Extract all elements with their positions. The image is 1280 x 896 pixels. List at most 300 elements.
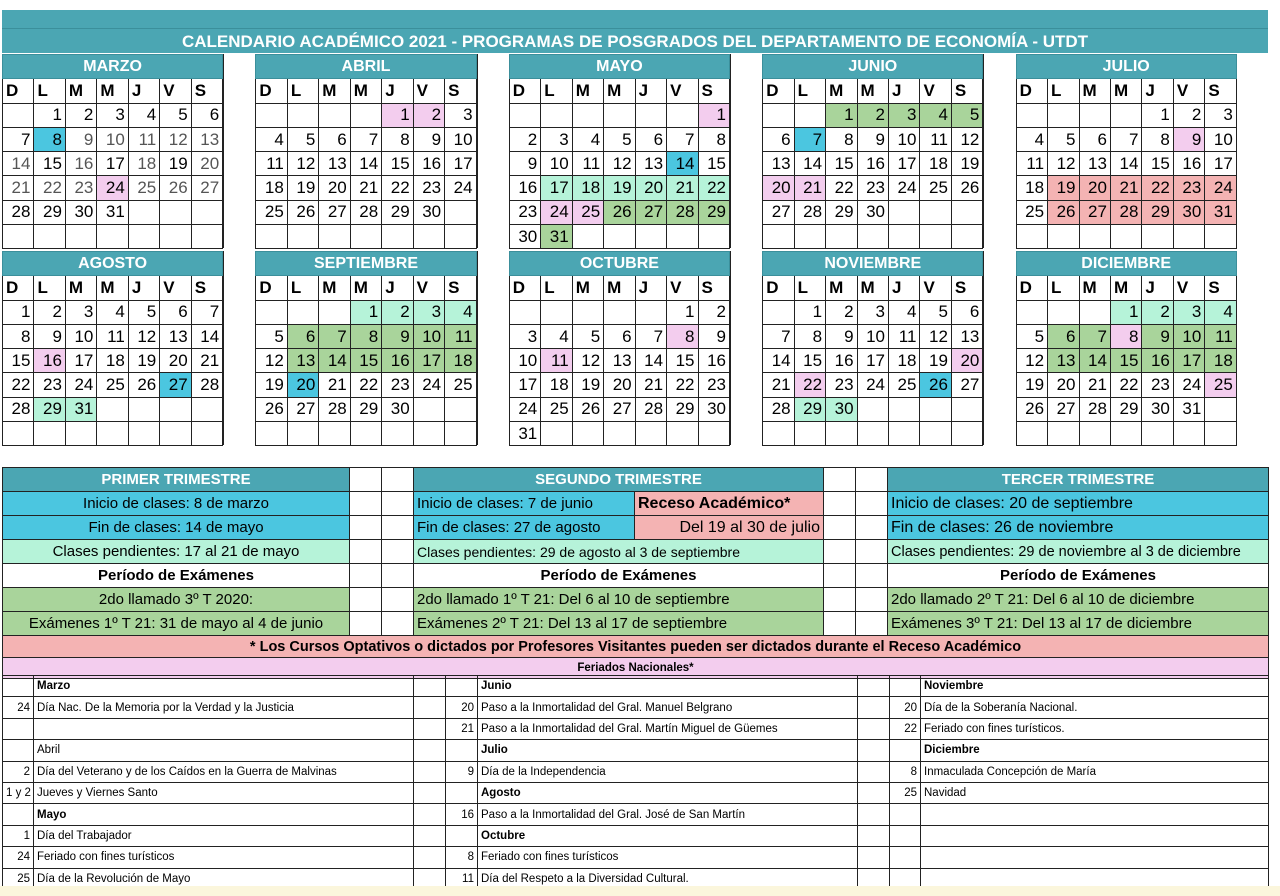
day-cell: 6 bbox=[319, 127, 350, 151]
day-cell: 6 bbox=[191, 103, 222, 127]
weekday-header: L bbox=[794, 79, 825, 103]
day-cell: 28 bbox=[794, 200, 825, 224]
holidays-table bbox=[2, 675, 1268, 890]
weekday-header: D bbox=[763, 276, 794, 300]
day-cell: 13 bbox=[635, 152, 666, 176]
day-cell bbox=[287, 225, 318, 249]
day-cell bbox=[1048, 422, 1079, 446]
weekday-header: L bbox=[1048, 79, 1079, 103]
day-cell bbox=[256, 300, 287, 324]
day-cell: 14 bbox=[1079, 349, 1110, 373]
receso-dates: Del 19 al 30 de julio bbox=[635, 516, 824, 540]
holiday-day: 24 bbox=[3, 847, 34, 868]
blank-cell bbox=[414, 825, 446, 846]
day-cell bbox=[667, 103, 698, 127]
holiday-day bbox=[446, 782, 478, 803]
day-cell bbox=[635, 103, 666, 127]
weekday-header: M bbox=[97, 79, 128, 103]
day-cell: 25 bbox=[920, 176, 951, 200]
day-cell: 21 bbox=[763, 373, 794, 397]
day-cell: 21 bbox=[350, 176, 381, 200]
weekday-header: S bbox=[951, 79, 982, 103]
weekday-header: M bbox=[350, 276, 381, 300]
day-cell: 20 bbox=[635, 176, 666, 200]
weekday-header: D bbox=[763, 79, 794, 103]
day-cell: 10 bbox=[445, 127, 476, 151]
day-cell: 13 bbox=[319, 152, 350, 176]
month-name: OCTUBRE bbox=[509, 252, 729, 276]
day-cell: 17 bbox=[97, 152, 128, 176]
day-cell: 4 bbox=[920, 103, 951, 127]
blank-cell bbox=[858, 740, 890, 761]
day-cell: 26 bbox=[572, 397, 603, 421]
day-cell bbox=[509, 103, 540, 127]
primer-llamado: 2do llamado 3º T 2020: bbox=[3, 588, 350, 612]
day-cell bbox=[604, 103, 635, 127]
day-cell: 11 bbox=[256, 152, 287, 176]
weekday-header: M bbox=[1079, 79, 1110, 103]
weekday-header: V bbox=[667, 276, 698, 300]
holiday-day: 11 bbox=[446, 868, 478, 889]
weekday-header: V bbox=[920, 79, 951, 103]
day-cell: 26 bbox=[160, 176, 191, 200]
holiday-name: Navidad bbox=[921, 782, 1269, 803]
month-name: MARZO bbox=[3, 55, 223, 79]
weekday-header: S bbox=[1205, 276, 1236, 300]
day-cell: 29 bbox=[698, 200, 729, 224]
day-cell: 30 bbox=[382, 397, 413, 421]
day-cell: 2 bbox=[826, 300, 857, 324]
day-cell: 13 bbox=[1079, 152, 1110, 176]
day-cell: 28 bbox=[763, 397, 794, 421]
weekday-header: J bbox=[1142, 276, 1173, 300]
day-cell: 7 bbox=[667, 127, 698, 151]
day-cell: 3 bbox=[1173, 300, 1204, 324]
day-cell: 8 bbox=[1110, 324, 1141, 348]
weekday-header: M bbox=[826, 79, 857, 103]
day-cell: 7 bbox=[763, 324, 794, 348]
day-cell bbox=[1079, 422, 1110, 446]
day-cell bbox=[1016, 103, 1047, 127]
day-cell: 8 bbox=[667, 324, 698, 348]
holiday-name: Inmaculada Concepción de María bbox=[921, 761, 1269, 782]
day-cell: 8 bbox=[794, 324, 825, 348]
day-cell: 9 bbox=[857, 127, 888, 151]
day-cell: 5 bbox=[160, 103, 191, 127]
day-cell: 25 bbox=[256, 200, 287, 224]
day-cell: 7 bbox=[1079, 324, 1110, 348]
weekday-header: L bbox=[1048, 276, 1079, 300]
holiday-name: Día Nac. De la Memoria por la Verdad y la Justicia bbox=[34, 697, 414, 718]
blank-cell bbox=[858, 761, 890, 782]
blank-cell bbox=[414, 847, 446, 868]
day-cell: 9 bbox=[826, 324, 857, 348]
day-cell: 7 bbox=[635, 324, 666, 348]
blank-cell bbox=[414, 718, 446, 739]
segundo-fin: Fin de clases: 27 de agosto bbox=[414, 516, 635, 540]
day-cell: 22 bbox=[350, 373, 381, 397]
day-cell: 11 bbox=[1205, 324, 1236, 348]
day-cell: 10 bbox=[509, 349, 540, 373]
weekday-header: M bbox=[572, 79, 603, 103]
holiday-day bbox=[446, 740, 478, 761]
day-cell: 27 bbox=[763, 200, 794, 224]
holiday-day bbox=[890, 676, 921, 697]
day-cell: 15 bbox=[667, 349, 698, 373]
day-cell bbox=[889, 397, 920, 421]
day-cell: 4 bbox=[256, 127, 287, 151]
month-mayo bbox=[509, 54, 730, 249]
day-cell: 15 bbox=[1142, 152, 1173, 176]
day-cell: 3 bbox=[857, 300, 888, 324]
day-cell: 20 bbox=[287, 373, 318, 397]
day-cell: 9 bbox=[1173, 127, 1204, 151]
day-cell: 28 bbox=[1079, 397, 1110, 421]
day-cell bbox=[1110, 225, 1141, 249]
segundo-trimestre-title: SEGUNDO TRIMESTRE bbox=[414, 468, 824, 492]
weekday-header: M bbox=[1079, 276, 1110, 300]
primer-trimestre-title: PRIMER TRIMESTRE bbox=[3, 468, 350, 492]
month-separator bbox=[730, 251, 762, 445]
month-name: ABRIL bbox=[256, 55, 476, 79]
day-cell: 3 bbox=[509, 324, 540, 348]
day-cell bbox=[191, 200, 222, 224]
day-cell: 13 bbox=[160, 324, 191, 348]
weekday-header: V bbox=[1173, 276, 1204, 300]
month-junio bbox=[762, 54, 983, 249]
segundo-examenes: Exámenes 2º T 21: Del 13 al 17 de septiembre bbox=[414, 612, 824, 636]
month-diciembre bbox=[1016, 251, 1237, 446]
month-separator bbox=[477, 54, 509, 248]
day-cell: 4 bbox=[97, 300, 128, 324]
day-cell bbox=[3, 225, 34, 249]
month-marzo bbox=[2, 54, 223, 249]
day-cell bbox=[256, 422, 287, 446]
day-cell: 3 bbox=[97, 103, 128, 127]
day-cell bbox=[128, 397, 159, 421]
month-name: DICIEMBRE bbox=[1016, 252, 1236, 276]
day-cell: 6 bbox=[604, 324, 635, 348]
day-cell: 30 bbox=[65, 200, 96, 224]
blank-cell bbox=[414, 740, 446, 761]
holiday-name: Feriado con fines turísticos bbox=[34, 847, 414, 868]
day-cell bbox=[794, 225, 825, 249]
day-cell bbox=[889, 225, 920, 249]
day-cell bbox=[572, 225, 603, 249]
tercer-inicio: Inicio de clases: 20 de septiembre bbox=[888, 492, 1269, 516]
weekday-header: V bbox=[920, 276, 951, 300]
day-cell: 17 bbox=[509, 373, 540, 397]
day-cell: 28 bbox=[350, 200, 381, 224]
weekday-header: M bbox=[319, 276, 350, 300]
holiday-day bbox=[446, 825, 478, 846]
day-cell: 11 bbox=[920, 127, 951, 151]
receso-note: * Los Cursos Optativos o dictados por Profesores Visitantes pueden ser dictados durante el Receso Académico bbox=[3, 636, 1269, 658]
weekday-header: J bbox=[382, 79, 413, 103]
holiday-name: Día del Trabajador bbox=[34, 825, 414, 846]
day-cell: 21 bbox=[1110, 176, 1141, 200]
day-cell bbox=[920, 397, 951, 421]
holiday-day: 9 bbox=[446, 761, 478, 782]
month-separator bbox=[983, 251, 1015, 445]
day-cell: 14 bbox=[319, 349, 350, 373]
day-cell: 14 bbox=[350, 152, 381, 176]
day-cell: 29 bbox=[1142, 200, 1173, 224]
tercer-trimestre-title: TERCER TRIMESTRE bbox=[888, 468, 1269, 492]
day-cell bbox=[413, 225, 444, 249]
day-cell: 2 bbox=[65, 103, 96, 127]
day-cell: 14 bbox=[794, 152, 825, 176]
day-cell: 22 bbox=[1142, 176, 1173, 200]
day-cell: 12 bbox=[1016, 349, 1047, 373]
day-cell: 26 bbox=[256, 397, 287, 421]
day-cell bbox=[319, 422, 350, 446]
day-cell: 9 bbox=[382, 324, 413, 348]
day-cell: 17 bbox=[857, 349, 888, 373]
day-cell: 29 bbox=[382, 200, 413, 224]
holiday-day: 25 bbox=[3, 868, 34, 889]
day-cell: 24 bbox=[857, 373, 888, 397]
day-cell: 16 bbox=[34, 349, 65, 373]
day-cell bbox=[160, 200, 191, 224]
day-cell: 19 bbox=[951, 152, 982, 176]
holiday-day bbox=[3, 676, 34, 697]
day-cell: 24 bbox=[1173, 373, 1204, 397]
day-cell bbox=[667, 422, 698, 446]
holiday-day: 16 bbox=[446, 804, 478, 825]
weekday-header: S bbox=[698, 276, 729, 300]
day-cell bbox=[128, 200, 159, 224]
holiday-day: 2 bbox=[3, 761, 34, 782]
day-cell bbox=[857, 422, 888, 446]
tercer-examenes-title: Período de Exámenes bbox=[888, 564, 1269, 588]
day-cell: 23 bbox=[857, 176, 888, 200]
day-cell: 1 bbox=[1142, 103, 1173, 127]
day-cell: 27 bbox=[604, 397, 635, 421]
day-cell: 27 bbox=[191, 176, 222, 200]
day-cell bbox=[889, 422, 920, 446]
day-cell: 24 bbox=[97, 176, 128, 200]
day-cell: 17 bbox=[65, 349, 96, 373]
weekday-header: S bbox=[951, 276, 982, 300]
day-cell: 15 bbox=[34, 152, 65, 176]
day-cell bbox=[287, 103, 318, 127]
day-cell: 20 bbox=[763, 176, 794, 200]
day-cell: 16 bbox=[1142, 349, 1173, 373]
day-cell bbox=[65, 225, 96, 249]
primer-fin: Fin de clases: 14 de mayo bbox=[3, 516, 350, 540]
day-cell: 4 bbox=[128, 103, 159, 127]
day-cell: 23 bbox=[1173, 176, 1204, 200]
day-cell: 18 bbox=[97, 349, 128, 373]
weekday-header: V bbox=[413, 79, 444, 103]
holiday-day bbox=[890, 804, 921, 825]
weekday-header: S bbox=[191, 276, 222, 300]
day-cell: 22 bbox=[667, 373, 698, 397]
day-cell: 30 bbox=[698, 397, 729, 421]
day-cell bbox=[34, 422, 65, 446]
weekday-header: S bbox=[1205, 79, 1236, 103]
day-cell: 14 bbox=[763, 349, 794, 373]
day-cell bbox=[160, 422, 191, 446]
month-agosto bbox=[2, 251, 223, 446]
day-cell bbox=[541, 300, 572, 324]
day-cell bbox=[920, 422, 951, 446]
day-cell: 23 bbox=[826, 373, 857, 397]
day-cell: 26 bbox=[951, 176, 982, 200]
primer-pendientes: Clases pendientes: 17 al 21 de mayo bbox=[3, 540, 350, 564]
day-cell: 25 bbox=[572, 200, 603, 224]
day-cell bbox=[256, 103, 287, 127]
day-cell: 24 bbox=[413, 373, 444, 397]
day-cell: 25 bbox=[1205, 373, 1236, 397]
day-cell: 2 bbox=[382, 300, 413, 324]
day-cell bbox=[889, 200, 920, 224]
day-cell bbox=[541, 103, 572, 127]
feriados-title: Feriados Nacionales* bbox=[3, 658, 1269, 679]
day-cell bbox=[1110, 422, 1141, 446]
day-cell: 8 bbox=[350, 324, 381, 348]
holiday-name: Junio bbox=[478, 676, 858, 697]
day-cell: 15 bbox=[1110, 349, 1141, 373]
day-cell: 15 bbox=[794, 349, 825, 373]
day-cell: 26 bbox=[604, 200, 635, 224]
holiday-day: 8 bbox=[890, 761, 921, 782]
day-cell: 31 bbox=[509, 422, 540, 446]
tercer-fin: Fin de clases: 26 de noviembre bbox=[888, 516, 1269, 540]
day-cell bbox=[826, 422, 857, 446]
weekday-header: M bbox=[604, 79, 635, 103]
blank-cell bbox=[858, 847, 890, 868]
day-cell: 30 bbox=[509, 225, 540, 249]
day-cell: 3 bbox=[889, 103, 920, 127]
day-cell: 7 bbox=[191, 300, 222, 324]
day-cell bbox=[1142, 422, 1173, 446]
day-cell bbox=[794, 422, 825, 446]
weekday-header: L bbox=[541, 79, 572, 103]
day-cell: 16 bbox=[65, 152, 96, 176]
weekday-header: J bbox=[889, 276, 920, 300]
holiday-day bbox=[3, 718, 34, 739]
primer-examenes: Exámenes 1º T 21: 31 de mayo al 4 de junio bbox=[3, 612, 350, 636]
month-name: AGOSTO bbox=[3, 252, 223, 276]
day-cell: 23 bbox=[34, 373, 65, 397]
day-cell: 14 bbox=[1110, 152, 1141, 176]
weekday-header: D bbox=[509, 276, 540, 300]
day-cell: 26 bbox=[287, 200, 318, 224]
day-cell bbox=[1079, 300, 1110, 324]
day-cell bbox=[1205, 397, 1236, 421]
day-cell: 2 bbox=[1142, 300, 1173, 324]
tercer-pendientes: Clases pendientes: 29 de noviembre al 3 de diciembre bbox=[888, 540, 1269, 564]
day-cell: 4 bbox=[1016, 127, 1047, 151]
day-cell bbox=[698, 225, 729, 249]
day-cell: 21 bbox=[667, 176, 698, 200]
day-cell: 11 bbox=[1016, 152, 1047, 176]
day-cell bbox=[698, 422, 729, 446]
day-cell: 8 bbox=[3, 324, 34, 348]
holiday-name: Marzo bbox=[34, 676, 414, 697]
month-separator bbox=[730, 54, 762, 248]
day-cell: 26 bbox=[1048, 200, 1079, 224]
day-cell: 11 bbox=[889, 324, 920, 348]
day-cell: 3 bbox=[541, 127, 572, 151]
day-cell: 3 bbox=[65, 300, 96, 324]
day-cell bbox=[951, 397, 982, 421]
day-cell: 18 bbox=[445, 349, 476, 373]
day-cell bbox=[541, 422, 572, 446]
day-cell bbox=[97, 225, 128, 249]
weekday-header: D bbox=[1016, 276, 1047, 300]
day-cell: 25 bbox=[128, 176, 159, 200]
page-title: CALENDARIO ACADÉMICO 2021 - PROGRAMAS DE POSGRADOS DEL DEPARTAMENTO DE ECONOMÍA - UTDT bbox=[2, 28, 1268, 53]
day-cell: 16 bbox=[826, 349, 857, 373]
holiday-name: Jueves y Viernes Santo bbox=[34, 782, 414, 803]
holiday-name bbox=[34, 718, 414, 739]
day-cell: 8 bbox=[382, 127, 413, 151]
day-cell bbox=[920, 200, 951, 224]
day-cell: 19 bbox=[920, 349, 951, 373]
day-cell: 7 bbox=[794, 127, 825, 151]
blank-cell bbox=[414, 761, 446, 782]
day-cell: 27 bbox=[1079, 200, 1110, 224]
day-cell: 22 bbox=[698, 176, 729, 200]
weekday-header: V bbox=[160, 276, 191, 300]
day-cell: 20 bbox=[1048, 373, 1079, 397]
day-cell: 13 bbox=[287, 349, 318, 373]
day-cell: 10 bbox=[1173, 324, 1204, 348]
day-cell bbox=[382, 422, 413, 446]
day-cell: 17 bbox=[541, 176, 572, 200]
day-cell bbox=[413, 397, 444, 421]
holiday-day: 1 bbox=[3, 825, 34, 846]
holiday-name: Día del Veterano y de los Caídos en la Guerra de Malvinas bbox=[34, 761, 414, 782]
day-cell: 19 bbox=[160, 152, 191, 176]
blank-cell bbox=[858, 718, 890, 739]
day-cell: 1 bbox=[350, 300, 381, 324]
day-cell: 24 bbox=[1205, 176, 1236, 200]
day-cell bbox=[1173, 422, 1204, 446]
day-cell: 1 bbox=[698, 103, 729, 127]
day-cell: 17 bbox=[445, 152, 476, 176]
day-cell: 16 bbox=[413, 152, 444, 176]
day-cell: 5 bbox=[572, 324, 603, 348]
weekday-header: D bbox=[256, 276, 287, 300]
day-cell: 26 bbox=[128, 373, 159, 397]
day-cell: 19 bbox=[572, 373, 603, 397]
day-cell: 28 bbox=[3, 200, 34, 224]
holiday-name: Feriado con fines turísticos bbox=[478, 847, 858, 868]
day-cell: 9 bbox=[509, 152, 540, 176]
day-cell: 29 bbox=[794, 397, 825, 421]
month-julio bbox=[1016, 54, 1237, 249]
holiday-name: Día del Respeto a la Diversidad Cultural. bbox=[478, 868, 858, 889]
day-cell bbox=[97, 397, 128, 421]
day-cell: 28 bbox=[635, 397, 666, 421]
day-cell: 19 bbox=[287, 176, 318, 200]
day-cell: 2 bbox=[857, 103, 888, 127]
day-cell: 2 bbox=[698, 300, 729, 324]
day-cell: 27 bbox=[287, 397, 318, 421]
day-cell: 20 bbox=[1079, 176, 1110, 200]
day-cell: 6 bbox=[1048, 324, 1079, 348]
day-cell: 14 bbox=[667, 152, 698, 176]
day-cell: 8 bbox=[698, 127, 729, 151]
day-cell: 28 bbox=[319, 397, 350, 421]
holiday-name: Mayo bbox=[34, 804, 414, 825]
day-cell bbox=[34, 225, 65, 249]
title-bar-top bbox=[2, 10, 1268, 28]
